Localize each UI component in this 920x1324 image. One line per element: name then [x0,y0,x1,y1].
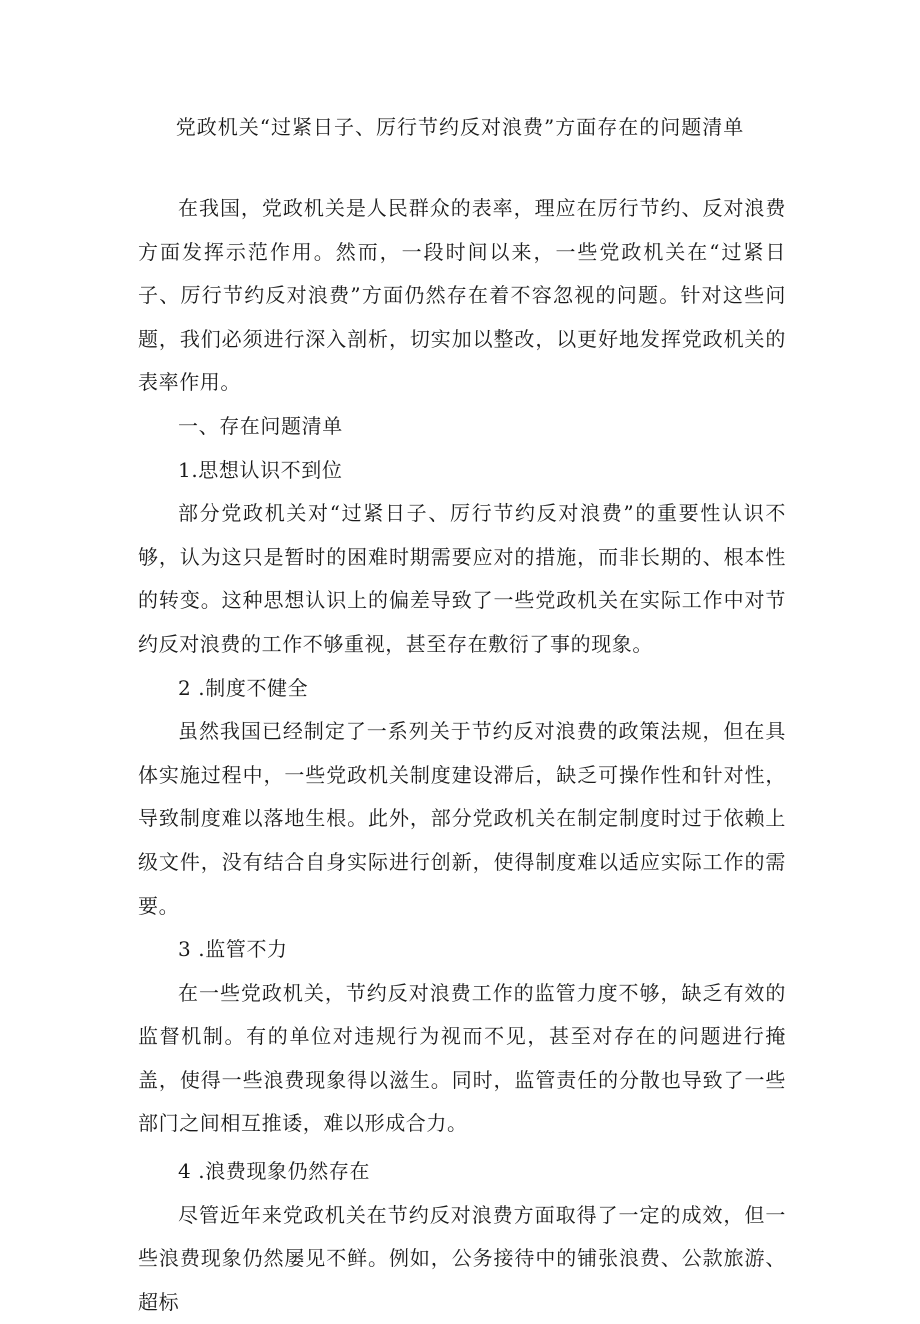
item-heading-2: 2 .制度不健全 [178,675,309,700]
document-body [138,187,786,1324]
item-paragraph-4: 尽管近年来党政机关在节约反对浪费方面取得了一定的成效，但一些浪费现象仍然屡见不鲜。例如，公务接待中的铺张浪费、公款旅游、超标 [138,1202,786,1314]
document-title: 党政机关“过紧日子、厉行节约反对浪费”方面存在的问题清单 [175,115,745,139]
item-heading-1: 1.思想认识不到位 [178,457,343,482]
item-heading-4: 4 .浪费现象仍然存在 [178,1159,371,1184]
item-paragraph-2: 虽然我国已经制定了一系列关于节约反对浪费的政策法规，但在具体实施过程中，一些党政机关制度建设滞后，缺乏可操作性和针对性，导致制度难以落地生根。此外，部分党政机关在制定制度时过于依赖上级文件，没有结合自身实际进行创新，使得制度难以适应实际工作的需要。 [138,719,786,918]
item-paragraph-3: 在一些党政机关，节约反对浪费工作的监管力度不够，缺乏有效的监督机制。有的单位对违规行为视而不见，甚至对存在的问题进行掩盖，使得一些浪费现象得以滋生。同时，监管责任的分散也导致了一些部门之间相互推诿，难以形成合力。 [138,980,786,1136]
section-heading: 一、存在问题清单 [178,413,343,438]
item-heading-3: 3 .监管不力 [178,937,288,962]
intro-paragraph: 在我国，党政机关是人民群众的表率，理应在厉行节约、反对浪费方面发挥示范作用。然而，一段时间以来，一些党政机关在“过紧日子、厉行节约反对浪费”方面仍然存在着不容忽视的问题。针对这些问题，我们必须进行深入剖析，切实加以整改，以更好地发挥党政机关的表率作用。 [138,196,786,395]
item-paragraph-1: 部分党政机关对“过紧日子、厉行节约反对浪费”的重要性认识不够，认为这只是暂时的困难时期需要应对的措施，而非长期的、根本性的转变。这种思想认识上的偏差导致了一些党政机关在实际工作中对节约反对浪费的工作不够重视，甚至存在敷衍了事的现象。 [138,501,786,656]
